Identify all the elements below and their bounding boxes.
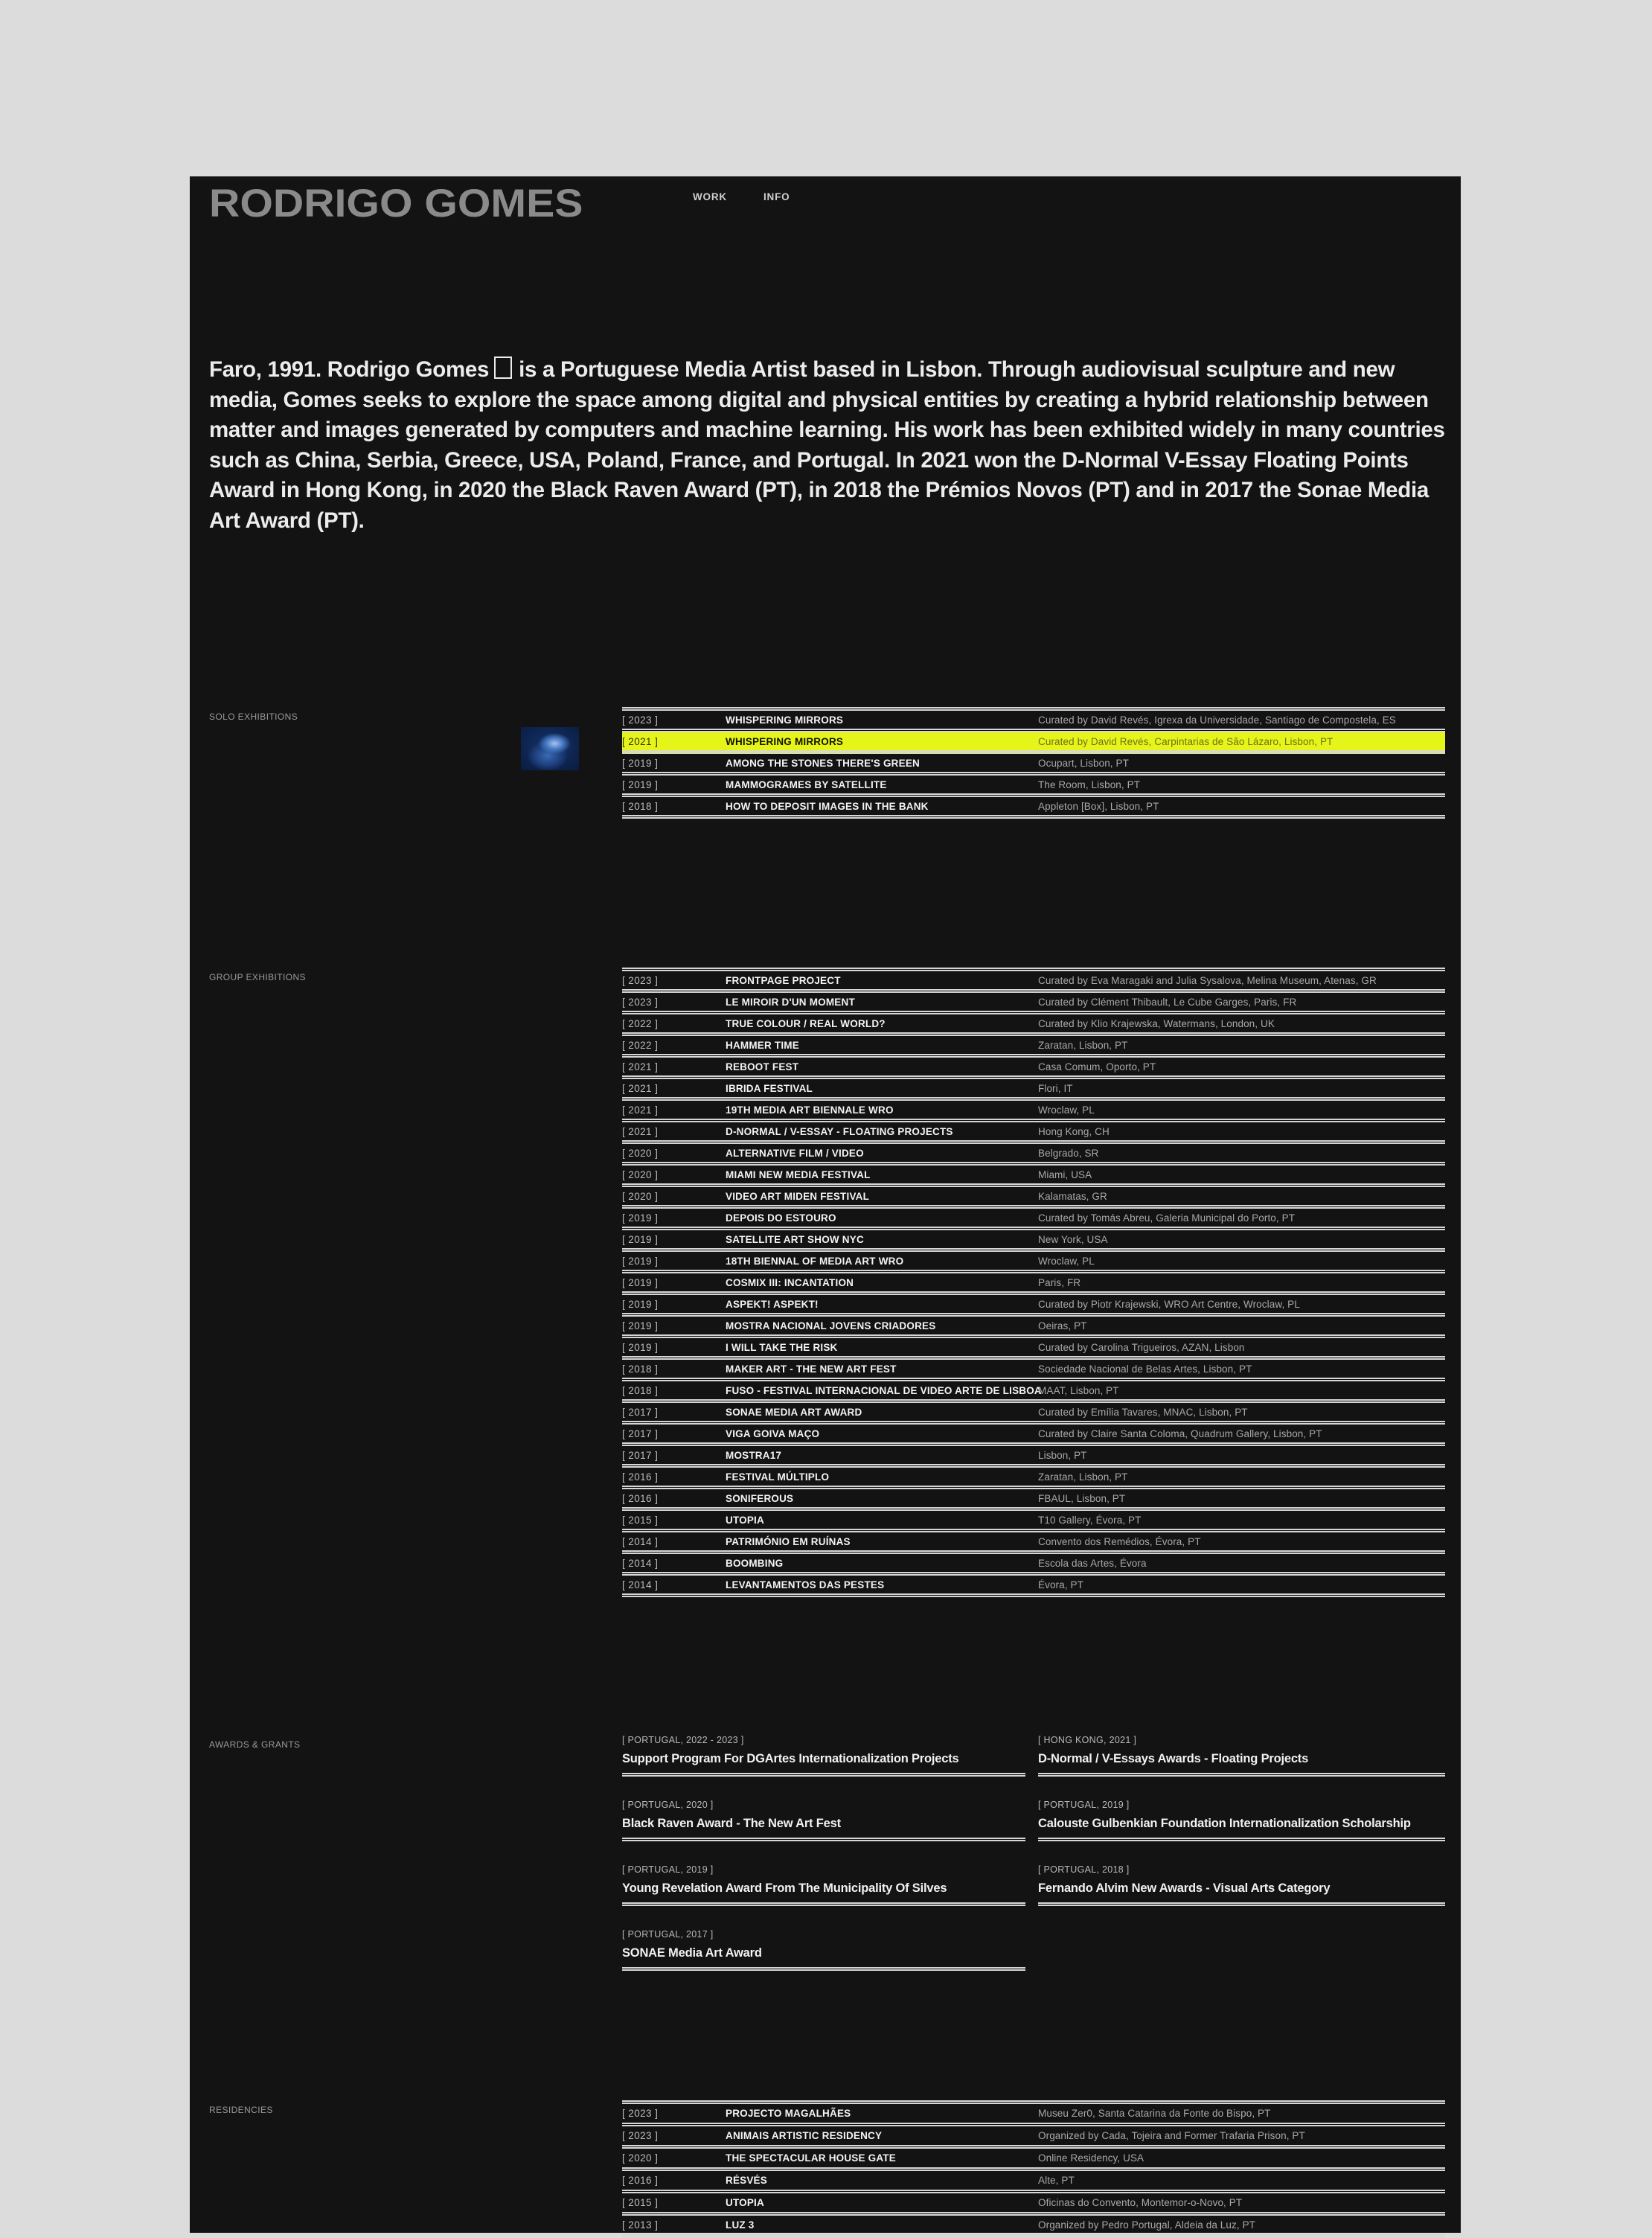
exhibition-location: Curated by David Revés, Carpintarias de São Lázaro, Lisbon, PT xyxy=(1038,735,1334,747)
residencies-label: RESIDENCIES xyxy=(209,2105,273,2115)
exhibition-row[interactable] xyxy=(622,1446,1445,1468)
exhibition-location: Appleton [Box], Lisbon, PT xyxy=(1038,800,1159,812)
exhibition-title: ALTERNATIVE FILM / VIDEO xyxy=(726,1147,864,1159)
exhibition-row[interactable] xyxy=(622,797,1445,819)
residency-year: [ 2023 ] xyxy=(622,2130,659,2141)
solo-exhibitions-table xyxy=(622,707,1445,819)
exhibition-year: [ 2017 ] xyxy=(622,1406,659,1418)
exhibition-year: [ 2014 ] xyxy=(622,1535,659,1547)
exhibition-title: MIAMI NEW MEDIA FESTIVAL xyxy=(726,1168,871,1180)
exhibition-year: [ 2014 ] xyxy=(622,1579,659,1590)
exhibition-row[interactable] xyxy=(622,1252,1445,1273)
exhibition-row[interactable] xyxy=(622,1014,1445,1036)
exhibition-year: [ 2019 ] xyxy=(622,1212,659,1224)
exhibition-title: WHISPERING MIRRORS xyxy=(726,714,844,726)
exhibition-year: [ 2019 ] xyxy=(622,778,659,790)
residency-title: UTOPIA xyxy=(726,2197,764,2208)
exhibition-row[interactable] xyxy=(622,1295,1445,1317)
group-exhibitions-label: GROUP EXHIBITIONS xyxy=(209,972,306,982)
exhibition-title: MOSTRA NACIONAL JOVENS CRIADORES xyxy=(726,1320,936,1331)
award-title: Young Revelation Award From The Municipality Of Silves xyxy=(622,1881,947,1895)
award-place-year: [ PORTUGAL, 2019 ] xyxy=(1038,1800,1130,1810)
exhibition-location: Belgrado, SR xyxy=(1038,1147,1099,1159)
exhibition-location: Paris, FR xyxy=(1038,1276,1081,1288)
exhibition-year: [ 2017 ] xyxy=(622,1427,659,1439)
exhibition-row[interactable] xyxy=(622,1209,1445,1230)
residency-title: THE SPECTACULAR HOUSE GATE xyxy=(726,2152,896,2164)
residency-row[interactable] xyxy=(622,2104,1445,2126)
exhibition-title: ASPEKT! ASPEKT! xyxy=(726,1298,819,1310)
exhibition-title: UTOPIA xyxy=(726,1514,764,1526)
award-underline xyxy=(622,1838,1025,1841)
exhibition-year: [ 2019 ] xyxy=(622,1255,659,1267)
exhibition-year: [ 2017 ] xyxy=(622,1449,659,1461)
exhibition-year: [ 2019 ] xyxy=(622,757,659,769)
exhibition-title: D-NORMAL / V-ESSAY - FLOATING PROJECTS xyxy=(726,1125,953,1137)
award-item xyxy=(1038,1800,1445,1841)
exhibition-row[interactable] xyxy=(622,1381,1445,1403)
residency-year: [ 2015 ] xyxy=(622,2197,659,2208)
exhibition-year: [ 2023 ] xyxy=(622,714,659,726)
award-place-year: [ PORTUGAL, 2017 ] xyxy=(622,1929,714,1940)
awards-grants-label: AWARDS & GRANTS xyxy=(209,1739,301,1750)
exhibition-title: TRUE COLOUR / REAL WORLD? xyxy=(726,1017,886,1029)
award-title: Calouste Gulbenkian Foundation Internationalization Scholarship xyxy=(1038,1817,1411,1830)
exhibition-year: [ 2023 ] xyxy=(622,974,659,986)
exhibition-year: [ 2022 ] xyxy=(622,1017,659,1029)
residency-row[interactable] xyxy=(622,2193,1445,2216)
exhibition-title: SONIFEROUS xyxy=(726,1492,794,1504)
exhibition-location: Oeiras, PT xyxy=(1038,1320,1087,1331)
exhibition-location: Curated by Eva Maragaki and Julia Sysalova, Melina Museum, Atenas, GR xyxy=(1038,974,1377,986)
exhibition-year: [ 2023 ] xyxy=(622,996,659,1008)
exhibition-location: The Room, Lisbon, PT xyxy=(1038,778,1141,790)
exhibition-year: [ 2016 ] xyxy=(622,1492,659,1504)
exhibition-title: VIDEO ART MIDEN FESTIVAL xyxy=(726,1190,870,1202)
exhibition-row[interactable] xyxy=(622,1144,1445,1166)
exhibition-title: MOSTRA17 xyxy=(726,1449,782,1461)
award-underline xyxy=(1038,1838,1445,1841)
exhibition-location: Escola das Artes, Évora xyxy=(1038,1557,1147,1569)
exhibition-row[interactable] xyxy=(622,1122,1445,1144)
exhibition-location: Curated by Emília Tavares, MNAC, Lisbon, PT xyxy=(1038,1406,1248,1418)
exhibition-title: MAKER ART - THE NEW ART FEST xyxy=(726,1363,897,1375)
exhibition-row[interactable] xyxy=(622,754,1445,776)
bio-text-start: Faro, 1991. Rodrigo Gomes xyxy=(209,357,490,382)
exhibition-year: [ 2021 ] xyxy=(622,1125,659,1137)
award-place-year: [ PORTUGAL, 2022 - 2023 ] xyxy=(622,1735,744,1745)
exhibition-year: [ 2015 ] xyxy=(622,1514,659,1526)
exhibition-title: HOW TO DEPOSIT IMAGES IN THE BANK xyxy=(726,800,929,812)
exhibition-row[interactable] xyxy=(622,1058,1445,1079)
exhibition-title: FESTIVAL MÚLTIPLO xyxy=(726,1471,830,1483)
exhibition-location: Casa Comum, Oporto, PT xyxy=(1038,1061,1156,1072)
residency-location: Organized by Cada, Tojeira and Former Trafaria Prison, PT xyxy=(1038,2130,1305,2141)
award-item xyxy=(622,1864,1025,1906)
exhibition-year: [ 2020 ] xyxy=(622,1190,659,1202)
residency-location: Online Residency, USA xyxy=(1038,2152,1144,2164)
residency-year: [ 2023 ] xyxy=(622,2108,659,2119)
exhibition-row[interactable] xyxy=(622,1317,1445,1338)
exhibition-location: FBAUL, Lisbon, PT xyxy=(1038,1492,1126,1504)
exhibition-year: [ 2018 ] xyxy=(622,1363,659,1375)
exhibition-location: Kalamatas, GR xyxy=(1038,1190,1107,1202)
exhibition-title: 19TH MEDIA ART BIENNALE WRO xyxy=(726,1104,894,1116)
exhibition-location: Miami, USA xyxy=(1038,1168,1092,1180)
exhibition-title: IBRIDA FESTIVAL xyxy=(726,1082,813,1094)
awards-grid xyxy=(622,1735,1445,1994)
exhibition-location: Curated by Claire Santa Coloma, Quadrum Gallery, Lisbon, PT xyxy=(1038,1427,1322,1439)
exhibition-row[interactable] xyxy=(622,971,1445,993)
award-underline xyxy=(1038,1902,1445,1906)
exhibition-row[interactable] xyxy=(622,732,1445,754)
exhibition-title: DEPOIS DO ESTOURO xyxy=(726,1212,836,1224)
award-item xyxy=(622,1735,1025,1777)
residency-row[interactable] xyxy=(622,2216,1445,2238)
exhibition-row[interactable] xyxy=(622,1036,1445,1058)
exhibition-location: Curated by Piotr Krajewski, WRO Art Centre, Wroclaw, PL xyxy=(1038,1298,1300,1310)
exhibition-title: FUSO - FESTIVAL INTERNACIONAL DE VIDEO ARTE DE LISBOA xyxy=(726,1384,1042,1396)
residency-year: [ 2016 ] xyxy=(622,2175,659,2186)
exhibition-title: REBOOT FEST xyxy=(726,1061,799,1072)
award-place-year: [ HONG KONG, 2021 ] xyxy=(1038,1735,1137,1745)
exhibition-row[interactable] xyxy=(622,1273,1445,1295)
award-title: SONAE Media Art Award xyxy=(622,1946,762,1960)
exhibition-row[interactable] xyxy=(622,1101,1445,1122)
exhibition-row[interactable] xyxy=(622,993,1445,1014)
group-exhibitions-table xyxy=(622,968,1445,1597)
nav-work-link[interactable]: WORK xyxy=(693,191,727,202)
exhibition-year: [ 2016 ] xyxy=(622,1471,659,1483)
exhibition-title: LE MIROIR D'UN MOMENT xyxy=(726,996,855,1008)
residencies-table xyxy=(622,2100,1445,2238)
exhibition-year: [ 2021 ] xyxy=(622,735,659,747)
exhibition-location: Sociedade Nacional de Belas Artes, Lisbon, PT xyxy=(1038,1363,1252,1375)
award-item xyxy=(622,1929,1025,1971)
exhibition-year: [ 2021 ] xyxy=(622,1082,659,1094)
exhibition-location: Curated by Clément Thibault, Le Cube Garges, Paris, FR xyxy=(1038,996,1297,1008)
award-underline xyxy=(622,1773,1025,1777)
exhibition-location: T10 Gallery, Évora, PT xyxy=(1038,1514,1142,1526)
exhibition-year: [ 2021 ] xyxy=(622,1104,659,1116)
exhibition-title: FRONTPAGE PROJECT xyxy=(726,974,841,986)
solo-exhibitions-label: SOLO EXHIBITIONS xyxy=(209,712,298,722)
residency-title: LUZ 3 xyxy=(726,2219,755,2231)
award-underline xyxy=(622,1902,1025,1906)
exhibition-row[interactable] xyxy=(622,1079,1445,1101)
exhibition-row[interactable] xyxy=(622,1576,1445,1597)
residency-location: Alte, PT xyxy=(1038,2175,1075,2186)
residency-location: Organized by Pedro Portugal, Aldeia da Luz, PT xyxy=(1038,2219,1256,2231)
award-underline xyxy=(622,1967,1025,1971)
exhibition-location: Flori, IT xyxy=(1038,1082,1073,1094)
exhibition-title: LEVANTAMENTOS DAS PESTES xyxy=(726,1579,885,1590)
exhibition-title: MAMMOGRAMES BY SATELLITE xyxy=(726,778,887,790)
exhibition-location: Curated by Klio Krajewska, Watermans, London, UK xyxy=(1038,1017,1275,1029)
exhibition-location: Zaratan, Lisbon, PT xyxy=(1038,1471,1128,1483)
exhibition-year: [ 2018 ] xyxy=(622,1384,659,1396)
residency-year: [ 2013 ] xyxy=(622,2219,659,2231)
exhibition-title: SONAE MEDIA ART AWARD xyxy=(726,1406,862,1418)
exhibition-location: Curated by Carolina Trigueiros, AZAN, Lisbon xyxy=(1038,1341,1245,1353)
exhibition-row[interactable] xyxy=(622,1489,1445,1511)
exhibition-row[interactable] xyxy=(622,1532,1445,1554)
exhibition-location: Évora, PT xyxy=(1038,1579,1083,1590)
exhibition-location: Curated by Tomás Abreu, Galeria Municipal do Porto, PT xyxy=(1038,1212,1296,1224)
exhibition-title: WHISPERING MIRRORS xyxy=(726,735,844,747)
missing-glyph-box-icon xyxy=(494,357,512,379)
exhibition-year: [ 2022 ] xyxy=(622,1039,659,1051)
exhibition-year: [ 2020 ] xyxy=(622,1168,659,1180)
exhibition-title: I WILL TAKE THE RISK xyxy=(726,1341,838,1353)
exhibition-row[interactable] xyxy=(622,1338,1445,1360)
award-place-year: [ PORTUGAL, 2019 ] xyxy=(622,1864,714,1875)
residency-title: RÉSVÉS xyxy=(726,2175,767,2186)
exhibition-year: [ 2018 ] xyxy=(622,800,659,812)
exhibition-location: MAAT, Lisbon, PT xyxy=(1038,1384,1119,1396)
exhibition-location: Zaratan, Lisbon, PT xyxy=(1038,1039,1128,1051)
award-place-year: [ PORTUGAL, 2020 ] xyxy=(622,1800,714,1810)
exhibition-row[interactable] xyxy=(622,1230,1445,1252)
award-item xyxy=(1038,1864,1445,1906)
exhibition-location: Wroclaw, PL xyxy=(1038,1104,1095,1116)
exhibition-title: AMONG THE STONES THERE'S GREEN xyxy=(726,757,920,769)
exhibition-row[interactable] xyxy=(622,1166,1445,1187)
award-item xyxy=(622,1800,1025,1841)
exhibition-row[interactable] xyxy=(622,1554,1445,1576)
award-place-year: [ PORTUGAL, 2018 ] xyxy=(1038,1864,1130,1875)
exhibition-year: [ 2019 ] xyxy=(622,1233,659,1245)
residency-title: PROJECTO MAGALHÃES xyxy=(726,2108,851,2119)
exhibition-row[interactable] xyxy=(622,1511,1445,1532)
residency-location: Oficinas do Convento, Montemor-o-Novo, PT xyxy=(1038,2197,1243,2208)
residency-row[interactable] xyxy=(622,2171,1445,2193)
exhibition-row[interactable] xyxy=(622,1187,1445,1209)
exhibition-row[interactable] xyxy=(622,776,1445,797)
bio-text-end: is a Portuguese Media Artist based in Lisbon. Through audiovisual sculpture and new media, Gomes seeks to explore the space among digital and physical entities by creating a hybrid relationship between matter and images generated by computers and machine learning. His work has been exhibited widely in many countries such as China, Serbia, Greece, USA, Poland, France, and Portugal. In 2021 won the D-Normal V-Essay Floating Points Award in Hong Kong, in 2020 the Black Raven Award (PT), in 2018 the Prémios Novos (PT) and in 2017 the Sonae Media Art Award (PT). xyxy=(209,357,1445,533)
award-title: Support Program For DGArtes Internationalization Projects xyxy=(622,1752,959,1765)
award-title: D-Normal / V-Essays Awards - Floating Projects xyxy=(1038,1752,1309,1765)
exhibition-row[interactable] xyxy=(622,1468,1445,1489)
award-item xyxy=(1038,1735,1445,1777)
artist-bio xyxy=(209,355,1453,536)
exhibition-title: BOOMBING xyxy=(726,1557,784,1569)
exhibition-location: Curated by David Revés, Igrexa da Universidade, Santiago de Compostela, ES xyxy=(1038,714,1396,726)
exhibition-location: Wroclaw, PL xyxy=(1038,1255,1095,1267)
exhibition-title: VIGA GOIVA MAÇO xyxy=(726,1427,820,1439)
exhibition-location: Ocupart, Lisbon, PT xyxy=(1038,757,1129,769)
residency-year: [ 2020 ] xyxy=(622,2152,659,2164)
exhibition-year: [ 2020 ] xyxy=(622,1147,659,1159)
exhibition-title: 18TH BIENNAL OF MEDIA ART WRO xyxy=(726,1255,904,1267)
exhibition-row[interactable] xyxy=(622,1425,1445,1446)
main-content-panel xyxy=(190,176,1461,2233)
exhibition-year: [ 2019 ] xyxy=(622,1298,659,1310)
exhibition-row[interactable] xyxy=(622,1403,1445,1425)
exhibition-title: PATRIMÓNIO EM RUÍNAS xyxy=(726,1535,851,1547)
exhibition-row[interactable] xyxy=(622,711,1445,732)
exhibition-title: SATELLITE ART SHOW NYC xyxy=(726,1233,864,1245)
site-title[interactable]: RODRIGO GOMES xyxy=(209,182,583,226)
exhibition-location: New York, USA xyxy=(1038,1233,1108,1245)
exhibition-title: HAMMER TIME xyxy=(726,1039,799,1051)
exhibition-title: COSMIX III: INCANTATION xyxy=(726,1276,854,1288)
exhibition-location: Convento dos Remédios, Évora, PT xyxy=(1038,1535,1201,1547)
exhibition-year: [ 2019 ] xyxy=(622,1276,659,1288)
award-title: Black Raven Award - The New Art Fest xyxy=(622,1817,841,1830)
residency-title: ANIMAIS ARTISTIC RESIDENCY xyxy=(726,2130,883,2141)
exhibition-year: [ 2021 ] xyxy=(622,1061,659,1072)
residency-location: Museu Zer0, Santa Catarina da Fonte do Bispo, PT xyxy=(1038,2108,1271,2119)
exhibition-location: Hong Kong, CH xyxy=(1038,1125,1110,1137)
residency-row[interactable] xyxy=(622,2126,1445,2149)
exhibition-year: [ 2019 ] xyxy=(622,1320,659,1331)
award-underline xyxy=(1038,1773,1445,1777)
exhibition-hover-thumbnail xyxy=(521,727,579,770)
exhibition-row[interactable] xyxy=(622,1360,1445,1381)
residency-row[interactable] xyxy=(622,2149,1445,2171)
nav-info-link[interactable]: INFO xyxy=(763,191,790,202)
award-title: Fernando Alvim New Awards - Visual Arts Category xyxy=(1038,1881,1331,1895)
exhibition-location: Lisbon, PT xyxy=(1038,1449,1087,1461)
exhibition-year: [ 2019 ] xyxy=(622,1341,659,1353)
exhibition-year: [ 2014 ] xyxy=(622,1557,659,1569)
